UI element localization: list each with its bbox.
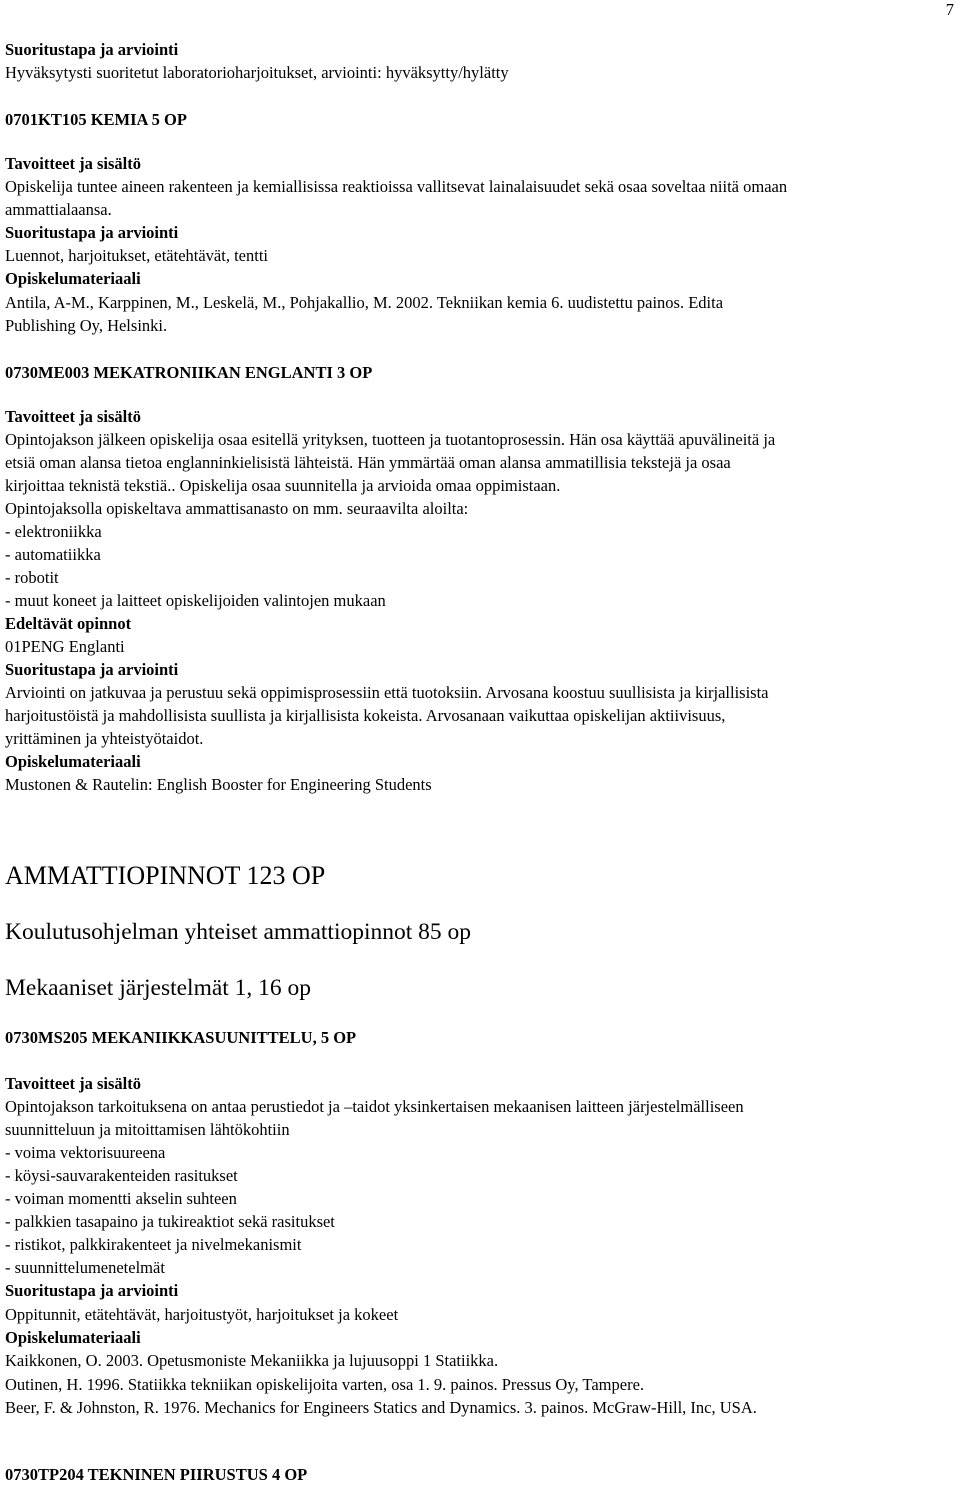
heading-material: Opiskelumateriaali <box>5 269 141 288</box>
list-item: - köysi-sauvarakenteiden rasitukset <box>5 1166 238 1185</box>
heading-method: Suoritustapa ja arviointi <box>5 40 179 59</box>
goals-text: Opintojaksolla opiskeltava ammattisanasto on mm. seuraavilta aloilta: <box>5 499 469 518</box>
method-text: Hyväksytysti suoritetut laboratorioharjoitukset, arviointi: hyväksytty/hylätty <box>5 63 509 82</box>
material-text: Antila, A-M., Karppinen, M., Leskelä, M., Pohjakallio, M. 2002. Tekniikan kemia 6. uudistettu painos. Edita <box>5 293 724 312</box>
section-heading-3: Mekaaniset järjestelmät 1, 16 op <box>5 975 312 1001</box>
list-item: - muut koneet ja laitteet opiskelijoiden valintojen mukaan <box>5 591 386 610</box>
heading-method: Suoritustapa ja arviointi <box>5 1281 179 1300</box>
material-item: Outinen, H. 1996. Statiikka tekniikan opiskelijoita varten, osa 1. 9. painos. Pressus Oy, Tampere. <box>5 1375 645 1394</box>
course-title-next: 0730TP204 TEKNINEN PIIRUSTUS 4 OP <box>5 1465 308 1484</box>
heading-material: Opiskelumateriaali <box>5 752 141 771</box>
list-item: - voiman momentti akselin suhteen <box>5 1189 237 1208</box>
method-text: Luennot, harjoitukset, etätehtävät, tentti <box>5 246 269 265</box>
goals-text: etsiä oman alansa tietoa englanninkielisistä lähteistä. Hän ymmärtää oman alansa ammatillisia tekstejä ja osaa <box>5 453 731 472</box>
heading-material: Opiskelumateriaali <box>5 1328 141 1347</box>
material-text: Publishing Oy, Helsinki. <box>5 316 168 335</box>
list-item: - voima vektorisuureena <box>5 1143 166 1162</box>
heading-goals: Tavoitteet ja sisältö <box>5 154 141 173</box>
list-item: - robotit <box>5 568 59 587</box>
section-heading-2: Koulutusohjelman yhteiset ammattiopinnot 85 op <box>5 919 472 945</box>
method-text: Oppitunnit, etätehtävät, harjoitustyöt, harjoitukset ja kokeet <box>5 1305 399 1324</box>
course-title-kemia: 0701KT105 KEMIA 5 OP <box>5 110 187 129</box>
goals-text: Opintojakson tarkoituksena on antaa perustiedot ja –taidot yksinkertaisen mekaanisen laitteen järjestelmälliseen <box>5 1097 744 1116</box>
goals-text: Opiskelija tuntee aineen rakenteen ja kemiallisissa reaktioissa vallitsevat lainalaisuudet sekä osaa soveltaa niitä omaan <box>5 177 788 196</box>
list-item: - elektroniikka <box>5 522 102 541</box>
list-item: - palkkien tasapaino ja tukireaktiot sekä rasitukset <box>5 1212 335 1231</box>
course-title-mekaniikka: 0730MS205 MEKANIIKKASUUNITTELU, 5 OP <box>5 1028 357 1047</box>
material-item: Kaikkonen, O. 2003. Opetusmoniste Mekaniikka ja lujuusoppi 1 Statiikka. <box>5 1351 499 1370</box>
list-item: - suunnittelumenetelmät <box>5 1258 165 1277</box>
heading-goals: Tavoitteet ja sisältö <box>5 407 141 426</box>
heading-method: Suoritustapa ja arviointi <box>5 223 179 242</box>
heading-prerequisites: Edeltävät opinnot <box>5 614 132 633</box>
page-number: 7 <box>945 0 954 19</box>
list-item: - automatiikka <box>5 545 101 564</box>
heading-goals: Tavoitteet ja sisältö <box>5 1074 141 1093</box>
goals-text: ammattialaansa. <box>5 200 112 219</box>
list-item: - ristikot, palkkirakenteet ja nivelmekanismit <box>5 1235 302 1254</box>
material-item: Beer, F. & Johnston, R. 1976. Mechanics for Engineers Statics and Dynamics. 3. painos. McGraw-Hill, Inc, USA. <box>5 1398 757 1417</box>
method-text: Arviointi on jatkuvaa ja perustuu sekä oppimisprosessiin että tuotoksiin. Arvosana koostuu suullisista ja kirjallisista <box>5 683 769 702</box>
method-text: harjoitustöistä ja mahdollisista suullista ja kirjallisista kokeista. Arvosanaan vaikuttaa opiskelijan aktiivisuus, <box>5 706 726 725</box>
goals-text: Opintojakson jälkeen opiskelija osaa esitellä yrityksen, tuotteen ja tuotantoprosessin. Hän osa käyttää apuvälineitä ja <box>5 430 776 449</box>
method-text: yrittäminen ja yhteistyötaidot. <box>5 729 204 748</box>
section-heading-1: AMMATTIOPINNOT 123 OP <box>5 861 326 890</box>
goals-text: kirjoittaa teknistä tekstiä.. Opiskelija osaa suunnitella ja arvioida omaa oppimistaan. <box>5 476 561 495</box>
goals-text: suunnitteluun ja mitoittamisen lähtökohtiin <box>5 1120 290 1139</box>
course-title-english: 0730ME003 MEKATRONIIKAN ENGLANTI 3 OP <box>5 363 373 382</box>
prereq-text: 01PENG Englanti <box>5 637 125 656</box>
material-text: Mustonen & Rautelin: English Booster for Engineering Students <box>5 775 432 794</box>
heading-method: Suoritustapa ja arviointi <box>5 660 179 679</box>
